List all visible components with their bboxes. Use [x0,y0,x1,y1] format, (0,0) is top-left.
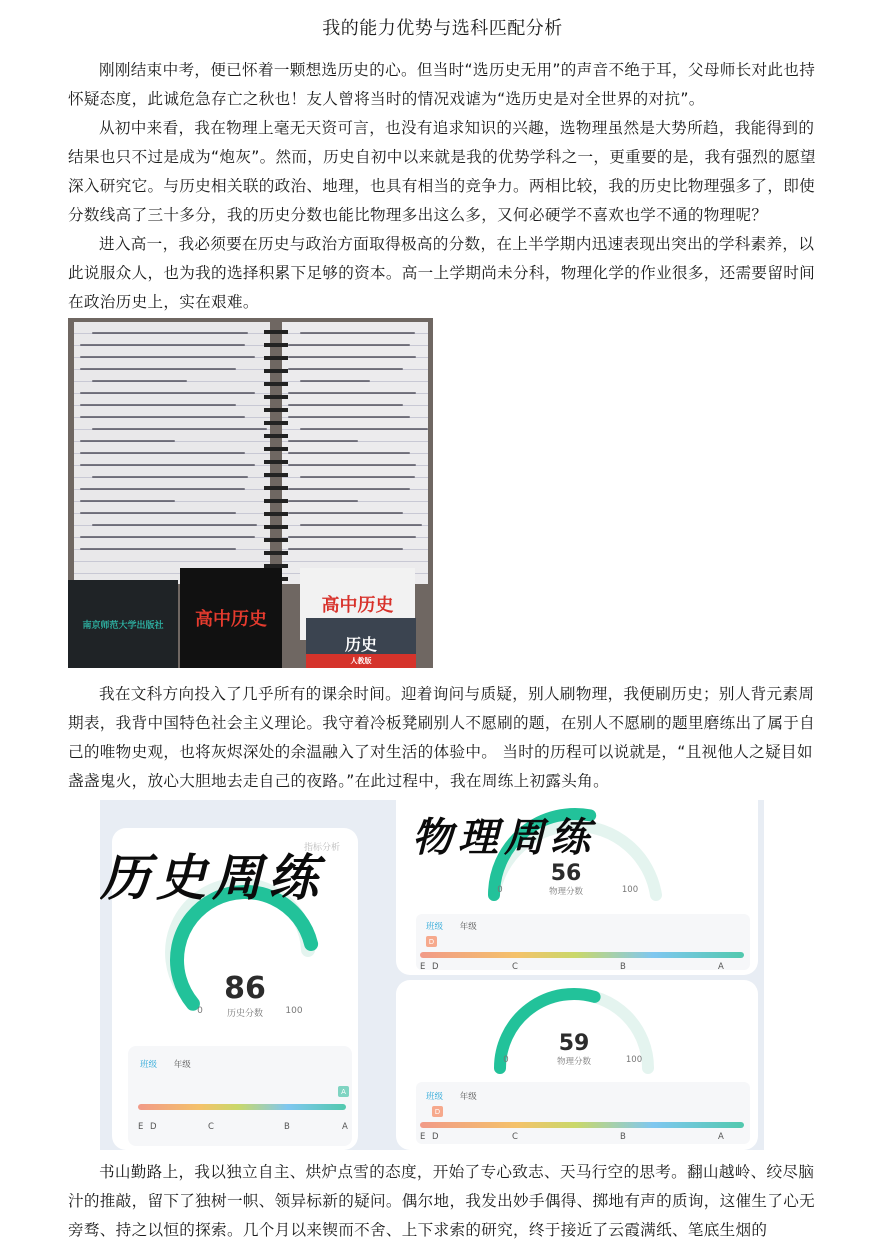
handwriting-line [288,536,416,538]
rank-tabs [426,920,477,932]
gauge-min: 0 [503,1055,509,1065]
tab-grade[interactable]: 年级 [459,1092,477,1102]
physics-gauge [396,980,758,1080]
handwriting-line [288,464,416,466]
book-title: 高中历史 [321,595,394,616]
handwriting-line [80,392,255,394]
physics-score-label: 物理分数 [556,1057,592,1067]
paragraph: 书山勤路上，我以独立自主、烘炉点雪的态度，开始了专心致志、天马行空的思考。翻山越岭、绞尽脑汁的推敲，留下了独树一帜、领异标新的疑问。偶尔地，我发出妙手偶得、掷地有声的质询，这催生了心无旁骛、持之以恒的探索。几个月以来锲而不舍、上下求索的研究，终于接近了云霞满纸、笔底生烟的 [68,1163,816,1239]
grade-label: A [718,962,724,972]
score-screenshots [100,800,764,1150]
grade-label: B [284,1122,290,1132]
handwriting-line [80,500,175,502]
book-cover [180,568,282,668]
notebook-photo [68,318,433,668]
handwriting-line [92,380,187,382]
grade-label: C [512,962,518,972]
handwriting-line [288,500,358,502]
grade-label: B [620,962,626,972]
tab-grade[interactable]: 年级 [173,1060,191,1070]
handwriting-line [288,392,416,394]
paragraph: 从初中来看，我在物理上毫无天资可言，也没有追求知识的兴趣，选物理虽然是大势所趋，我能得到的结果也只不过是成为“炮灰”。然而，历史自初中以来就是我的优势学科之一，更重要的是，我有强烈的愿望深入研究它。与历史相关联的政治、地理，也具有相当的竞争力。两相比较，我的历史比物理强多了，即使分数线高了三十多分，我的历史分数也能比物理多出这么多，又何必硬学不喜欢也学不通的物理呢？ [68,119,816,224]
gauge-max: 100 [621,885,639,895]
paragraph: 进入高一，我必须要在历史与政治方面取得极高的分数，在上半学期内迅速表现出突出的学科素养，以此说服众人，也为我的选择积累下足够的资本。高一上学期尚未分科，物理化学的作业很多，还需要留时间在政治历史上，实在艰难。 [68,235,816,311]
handwriting-line [288,404,403,406]
grade-marker: A [338,1086,349,1097]
handwriting-line [80,440,175,442]
grade-label: D [432,962,439,972]
grade-label: C [208,1122,214,1132]
handwriting-line [288,488,410,490]
gauge-max: 100 [285,1006,303,1016]
rank-panel [416,1082,750,1144]
grade-label: C [512,1132,518,1142]
paragraph: 我在文科方向投入了几乎所有的课余时间。迎着询问与质疑，别人刷物理，我便刷历史；别人背元素周期表，我背中国特色社会主义理论。我守着冷板凳刷别人不愿刷的题，在别人不愿刷的题里磨练出了属于自己的唯物史观，也将灰烬深处的余温融入了对生活的体验中。 当时的历程可以说就是，“且视他人之疑目如盏盏鬼火，放心大胆地去走自己的夜路。”在此过程中，我在周练上初露头角。 [68,685,816,790]
physics-score-card [396,980,758,1150]
handwriting-line [300,476,415,478]
tab-class[interactable]: 班级 [426,922,444,932]
handwriting-line [300,524,422,526]
notebook-spiral [264,324,288,586]
handwriting-line [80,344,245,346]
handwriting-line [80,512,236,514]
handwriting-line [80,452,245,454]
handwriting-line [80,404,236,406]
handwritten-physics-label: 物理周练 [412,814,596,861]
handwriting-line [288,512,403,514]
rank-tabs [140,1058,191,1070]
handwriting-line [300,332,415,334]
grade-label: D [150,1122,157,1132]
handwriting-line [80,464,255,466]
handwriting-line [288,356,416,358]
grade-label: D [432,1132,439,1142]
gauge-min: 0 [497,885,503,895]
handwriting-line [80,548,236,550]
handwriting-line [80,488,245,490]
gauge-max: 100 [625,1055,643,1065]
gauge-min: 0 [197,1006,203,1016]
notebook-page-right [282,322,428,584]
history-score: 86 [224,971,266,1006]
handwriting-line [300,380,370,382]
book-cover [68,580,178,668]
grade-bar [420,952,744,958]
handwriting-line [92,524,257,526]
book-title: 历史 [344,634,377,654]
handwriting-line [80,356,255,358]
paragraph: 刚刚结束中考，便已怀着一颗想选历史的心。但当时“选历史无用”的声音不绝于耳，父母师长对此也持怀疑态度，此诚危急存亡之秋也！友人曾将当时的情况戏谑为“选历史是对全世界的对抗”。 [68,61,816,108]
handwritten-history-label: 历史周练 [100,848,324,907]
handwriting-line [80,416,245,418]
card-header: 指标分析 [304,843,341,853]
book-title: 高中历史 [195,609,267,630]
history-score-label: 历史分数 [226,1009,264,1019]
rank-panel [416,914,750,970]
book-edition: 人教版 [306,654,416,668]
notebook-page-left [74,322,270,584]
physics-score: 56 [550,861,582,886]
grade-label: A [718,1132,724,1142]
handwriting-line [92,332,248,334]
handwriting-line [288,416,410,418]
handwriting-line [92,476,248,478]
handwriting-line [80,536,255,538]
handwriting-line [80,368,236,370]
grade-bar [138,1104,346,1110]
handwriting-line [288,548,403,550]
rank-panel [128,1046,352,1146]
grade-marker: D [426,936,437,947]
handwriting-line [288,368,403,370]
grade-label: E [420,1132,426,1142]
tab-class[interactable]: 班级 [426,1092,444,1102]
book-publisher: 南京师范大学出版社 [82,620,164,631]
handwriting-line [92,428,267,430]
handwriting-line [288,452,410,454]
rank-tabs [426,1090,477,1102]
physics-score: 59 [558,1031,590,1056]
physics-score-label: 物理分数 [548,887,584,897]
page-title: 我的能力优势与选科匹配分析 [322,18,563,39]
tab-class[interactable]: 班级 [140,1060,158,1070]
tab-grade[interactable]: 年级 [459,922,477,932]
grade-label: E [420,962,426,972]
grade-label: B [620,1132,626,1142]
grade-marker: D [432,1106,443,1117]
handwriting-line [288,440,358,442]
handwriting-line [288,344,410,346]
book-cover [306,618,416,668]
grade-label: E [138,1122,144,1132]
grade-label: A [342,1122,348,1132]
handwriting-line [300,428,428,430]
grade-bar [420,1122,744,1128]
